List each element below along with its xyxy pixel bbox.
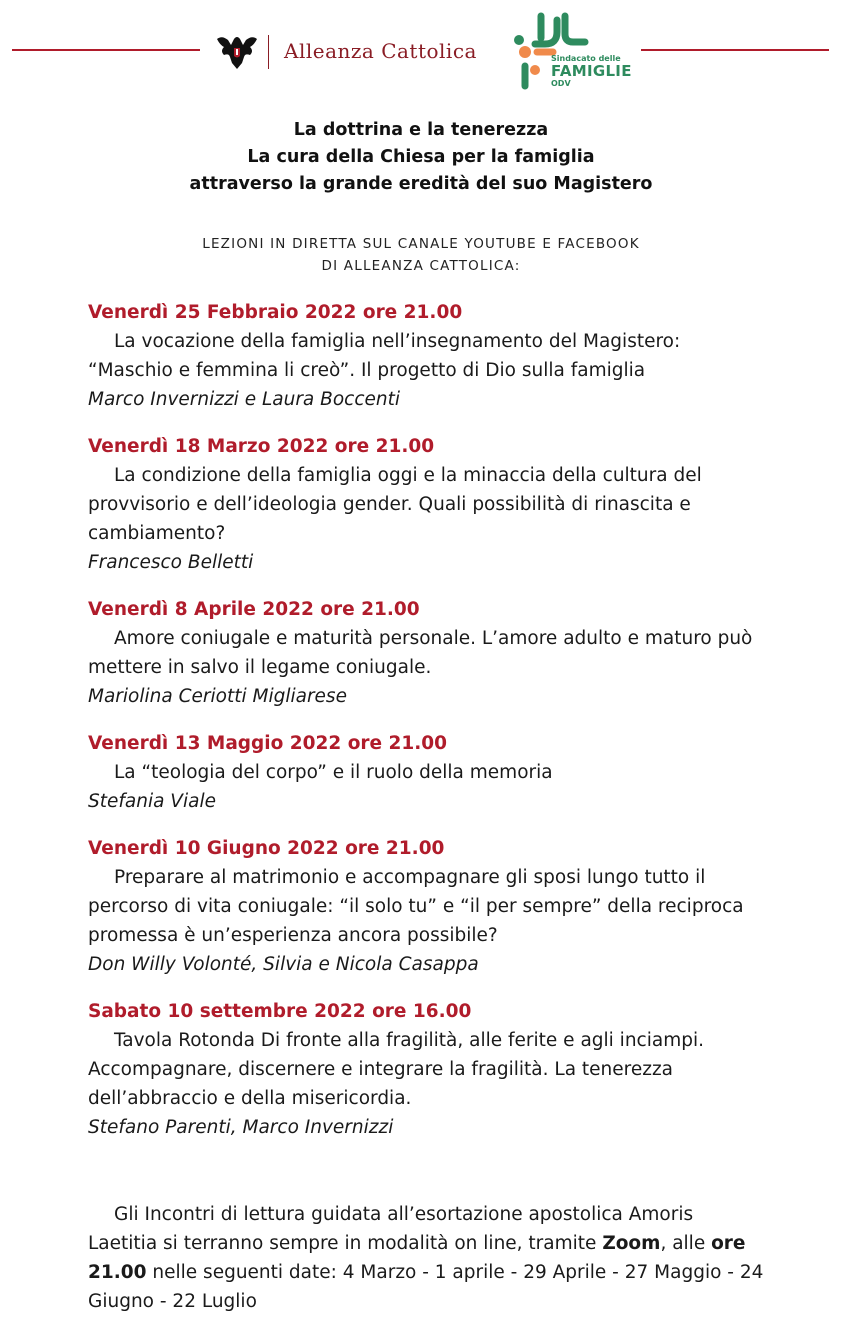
header-rule-right bbox=[641, 49, 829, 51]
header-rule-left bbox=[12, 49, 200, 51]
subtitle-line-2: DI ALLEANZA CATTOLICA: bbox=[321, 258, 521, 274]
event-date: Venerdì 10 Giugno 2022 ore 21.00 bbox=[88, 838, 445, 859]
page-subtitle bbox=[0, 233, 842, 277]
partner-small-label: Sindacato delle bbox=[551, 54, 621, 63]
event-item bbox=[88, 298, 768, 414]
event-list bbox=[88, 298, 768, 1160]
footer-time: ore 21.00 bbox=[88, 1233, 746, 1283]
footer-text-3: nelle seguenti date: 4 Marzo - 1 aprile - 29 Aprile - 27 Maggio - 24 Giugno - 22 Luglio bbox=[88, 1262, 764, 1312]
event-item bbox=[88, 595, 768, 711]
header-separator bbox=[268, 35, 269, 69]
header bbox=[0, 0, 842, 100]
title-line-2: La cura della Chiesa per la famiglia bbox=[247, 147, 595, 167]
partner-odv-label: ODV bbox=[551, 79, 571, 88]
eagle-crest-icon bbox=[214, 31, 260, 71]
event-speakers: Mariolina Ceriotti Migliarese bbox=[88, 686, 347, 707]
partner-big-label: FAMIGLIE bbox=[551, 62, 632, 80]
page-title bbox=[0, 117, 842, 198]
event-item bbox=[88, 834, 768, 979]
event-item bbox=[88, 997, 768, 1142]
event-description: Preparare al matrimonio e accompagnare gli sposi lungo tutto il percorso di vita coniugale: “il solo tu” e “il per sempre” della reciproca promessa è un’esperienza ancora possibile? bbox=[88, 867, 744, 946]
event-date: Venerdì 25 Febbraio 2022 ore 21.00 bbox=[88, 302, 463, 323]
footer-text-1: Gli Incontri di lettura guidata all’esortazione apostolica Amoris Laetitia si terranno sempre in modalità on line, tramite bbox=[88, 1204, 694, 1254]
subtitle-line-1: LEZIONI IN DIRETTA SUL CANALE YOUTUBE E FACEBOOK bbox=[202, 236, 640, 252]
event-description: La condizione della famiglia oggi e la minaccia della cultura del provvisorio e dell’ideologia gender. Quali possibilità di rinascita e cambiamento? bbox=[88, 465, 702, 544]
event-date: Venerdì 8 Aprile 2022 ore 21.00 bbox=[88, 599, 420, 620]
event-item bbox=[88, 729, 768, 816]
partner-logo-text bbox=[551, 55, 632, 88]
event-description: Amore coniugale e maturità personale. L’amore adulto e maturo può mettere in salvo il legame coniugale. bbox=[88, 628, 753, 678]
event-description: Tavola Rotonda Di fronte alla fragilità, alle ferite e agli inciampi. Accompagnare, discernere e integrare la fragilità. La tenerezza dell’abbraccio e della misericordia. bbox=[88, 1030, 704, 1109]
event-speakers: Stefano Parenti, Marco Invernizzi bbox=[88, 1117, 394, 1138]
org-name: Alleanza Cattolica bbox=[284, 39, 477, 63]
event-speakers: Marco Invernizzi e Laura Boccenti bbox=[88, 389, 401, 410]
event-date: Venerdì 18 Marzo 2022 ore 21.00 bbox=[88, 436, 435, 457]
zoom-label: Zoom bbox=[602, 1233, 661, 1254]
event-speakers: Stefania Viale bbox=[88, 791, 216, 812]
event-date: Sabato 10 settembre 2022 ore 16.00 bbox=[88, 1001, 472, 1022]
footer-note bbox=[88, 1200, 768, 1316]
title-line-3: attraverso la grande eredità del suo Magistero bbox=[189, 174, 653, 194]
event-description: La vocazione della famiglia nell’insegnamento del Magistero: “Maschio e femmina li creò”. Il progetto di Dio sulla famiglia bbox=[88, 331, 681, 381]
footer-text-2: , alle bbox=[660, 1233, 712, 1254]
event-item bbox=[88, 432, 768, 577]
event-description: La “teologia del corpo” e il ruolo della memoria bbox=[114, 762, 553, 783]
event-speakers: Don Willy Volonté, Silvia e Nicola Casappa bbox=[88, 954, 479, 975]
event-speakers: Francesco Belletti bbox=[88, 552, 254, 573]
title-line-1: La dottrina e la tenerezza bbox=[293, 120, 549, 140]
event-date: Venerdì 13 Maggio 2022 ore 21.00 bbox=[88, 733, 448, 754]
